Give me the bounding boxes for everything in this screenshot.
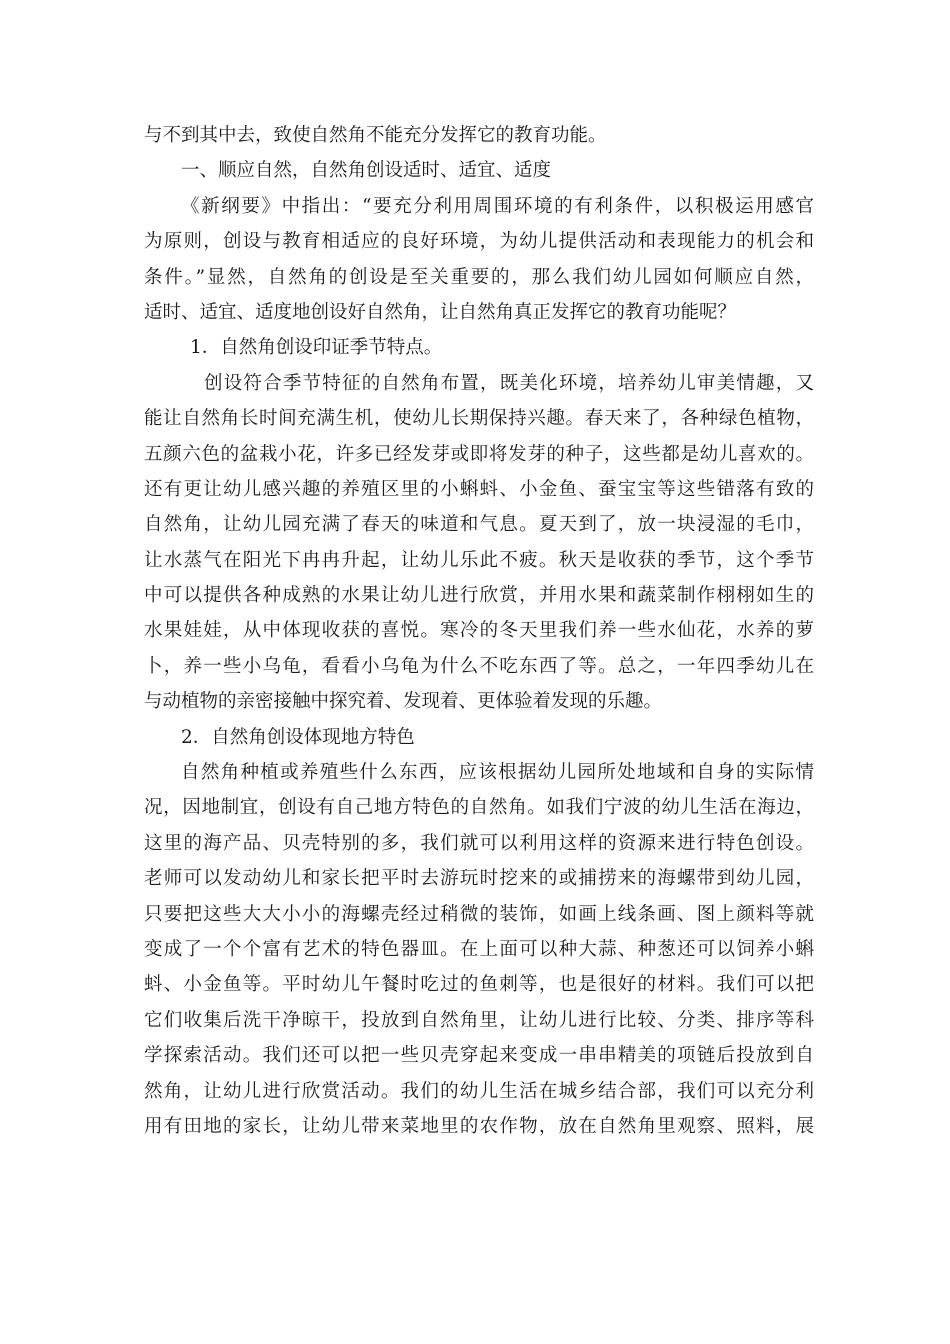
text-line: 《新纲要》中指出：“要充分利用周围环境的有利条件，以积极运用感官 bbox=[181, 195, 814, 217]
text-line: 让水蒸气在阳光下冉冉升起，让幼儿乐此不疲。秋天是收获的季节，这个季节 bbox=[144, 549, 814, 571]
text-line: 老师可以发动幼儿和家长把平时去游玩时挖来的或捕捞来的海螺带到幼儿园， bbox=[144, 868, 814, 890]
text-line: 为原则，创设与教育相适应的良好环境，为幼儿提供活动和表现能力的机会和 bbox=[144, 231, 814, 253]
text-line: 用有田地的家长，让幼儿带来菜地里的农作物，放在自然角里观察、照料，展 bbox=[144, 1115, 814, 1137]
text-line: 条件。”显然，自然角的创设是至关重要的，那么我们幼儿园如何顺应自然， bbox=[144, 266, 814, 288]
text-line: 适时、适宜、适度地创设好自然角，让自然角真正发挥它的教育功能呢？ bbox=[144, 301, 737, 323]
text-line: 变成了一个个富有艺术的特色器皿。在上面可以种大蒜、种葱还可以饲养小蝌 bbox=[144, 938, 814, 960]
subsection-heading: 2．自然角创设体现地方特色 bbox=[181, 726, 415, 748]
subsection-heading: 1．自然角创设印证季节特点。 bbox=[190, 337, 443, 359]
text-line: 还有更让幼儿感兴趣的养殖区里的小蝌蚪、小金鱼、蚕宝宝等这些错落有致的 bbox=[144, 478, 814, 500]
text-line: 水果娃娃，从中体现收获的喜悦。寒冷的冬天里我们养一些水仙花，水养的萝 bbox=[144, 620, 814, 642]
text-line: 创设符合季节特征的自然角布置，既美化环境，培养幼儿审美情趣，又 bbox=[204, 372, 814, 394]
text-line: 自然角，让幼儿园充满了春天的味道和气息。夏天到了，放一块浸湿的毛巾， bbox=[144, 514, 814, 536]
text-line: 自然角种植或养殖些什么东西，应该根据幼儿园所处地域和自身的实际情 bbox=[181, 762, 814, 784]
text-line: 学探索活动。我们还可以把一些贝壳穿起来变成一串串精美的项链后投放到自 bbox=[144, 1045, 814, 1067]
text-line: 况，因地制宜，创设有自己地方特色的自然角。如我们宁波的幼儿生活在海边， bbox=[144, 797, 814, 819]
text-line: 五颜六色的盆栽小花，许多已经发芽或即将发芽的种子，这些都是幼儿喜欢的。 bbox=[144, 443, 814, 465]
document-body bbox=[144, 118, 814, 1144]
text-line: 蚪、小金鱼等。平时幼儿午餐时吃过的鱼刺等，也是很好的材料。我们可以把 bbox=[144, 974, 814, 996]
text-line: 与不到其中去，致使自然角不能充分发挥它的教育功能。 bbox=[144, 125, 607, 146]
text-line: 能让自然角长时间充满生机，使幼儿长期保持兴趣。春天来了，各种绿色植物， bbox=[144, 408, 814, 430]
text-line: 这里的海产品、贝壳特别的多，我们就可以利用这样的资源来进行特色创设。 bbox=[144, 832, 814, 854]
section-heading: 一、顺应自然，自然角创设适时、适宜、适度 bbox=[181, 160, 552, 182]
text-line: 卜，养一些小乌龟，看看小乌龟为什么不吃东西了等。总之，一年四季幼儿在 bbox=[144, 655, 814, 677]
text-line: 然角，让幼儿进行欣赏活动。我们的幼儿生活在城乡结合部，我们可以充分利 bbox=[144, 1080, 814, 1102]
text-line: 只要把这些大大小小的海螺壳经过稍微的装饰，如画上线条画、图上颜料等就 bbox=[144, 903, 814, 925]
text-line: 与动植物的亲密接触中探究着、发现着、更体验着发现的乐趣。 bbox=[144, 691, 663, 713]
text-line: 中可以提供各种成熟的水果让幼儿进行欣赏，并用水果和蔬菜制作栩栩如生的 bbox=[144, 585, 814, 607]
text-line: 它们收集后洗干净晾干，投放到自然角里，让幼儿进行比较、分类、排序等科 bbox=[144, 1009, 814, 1031]
